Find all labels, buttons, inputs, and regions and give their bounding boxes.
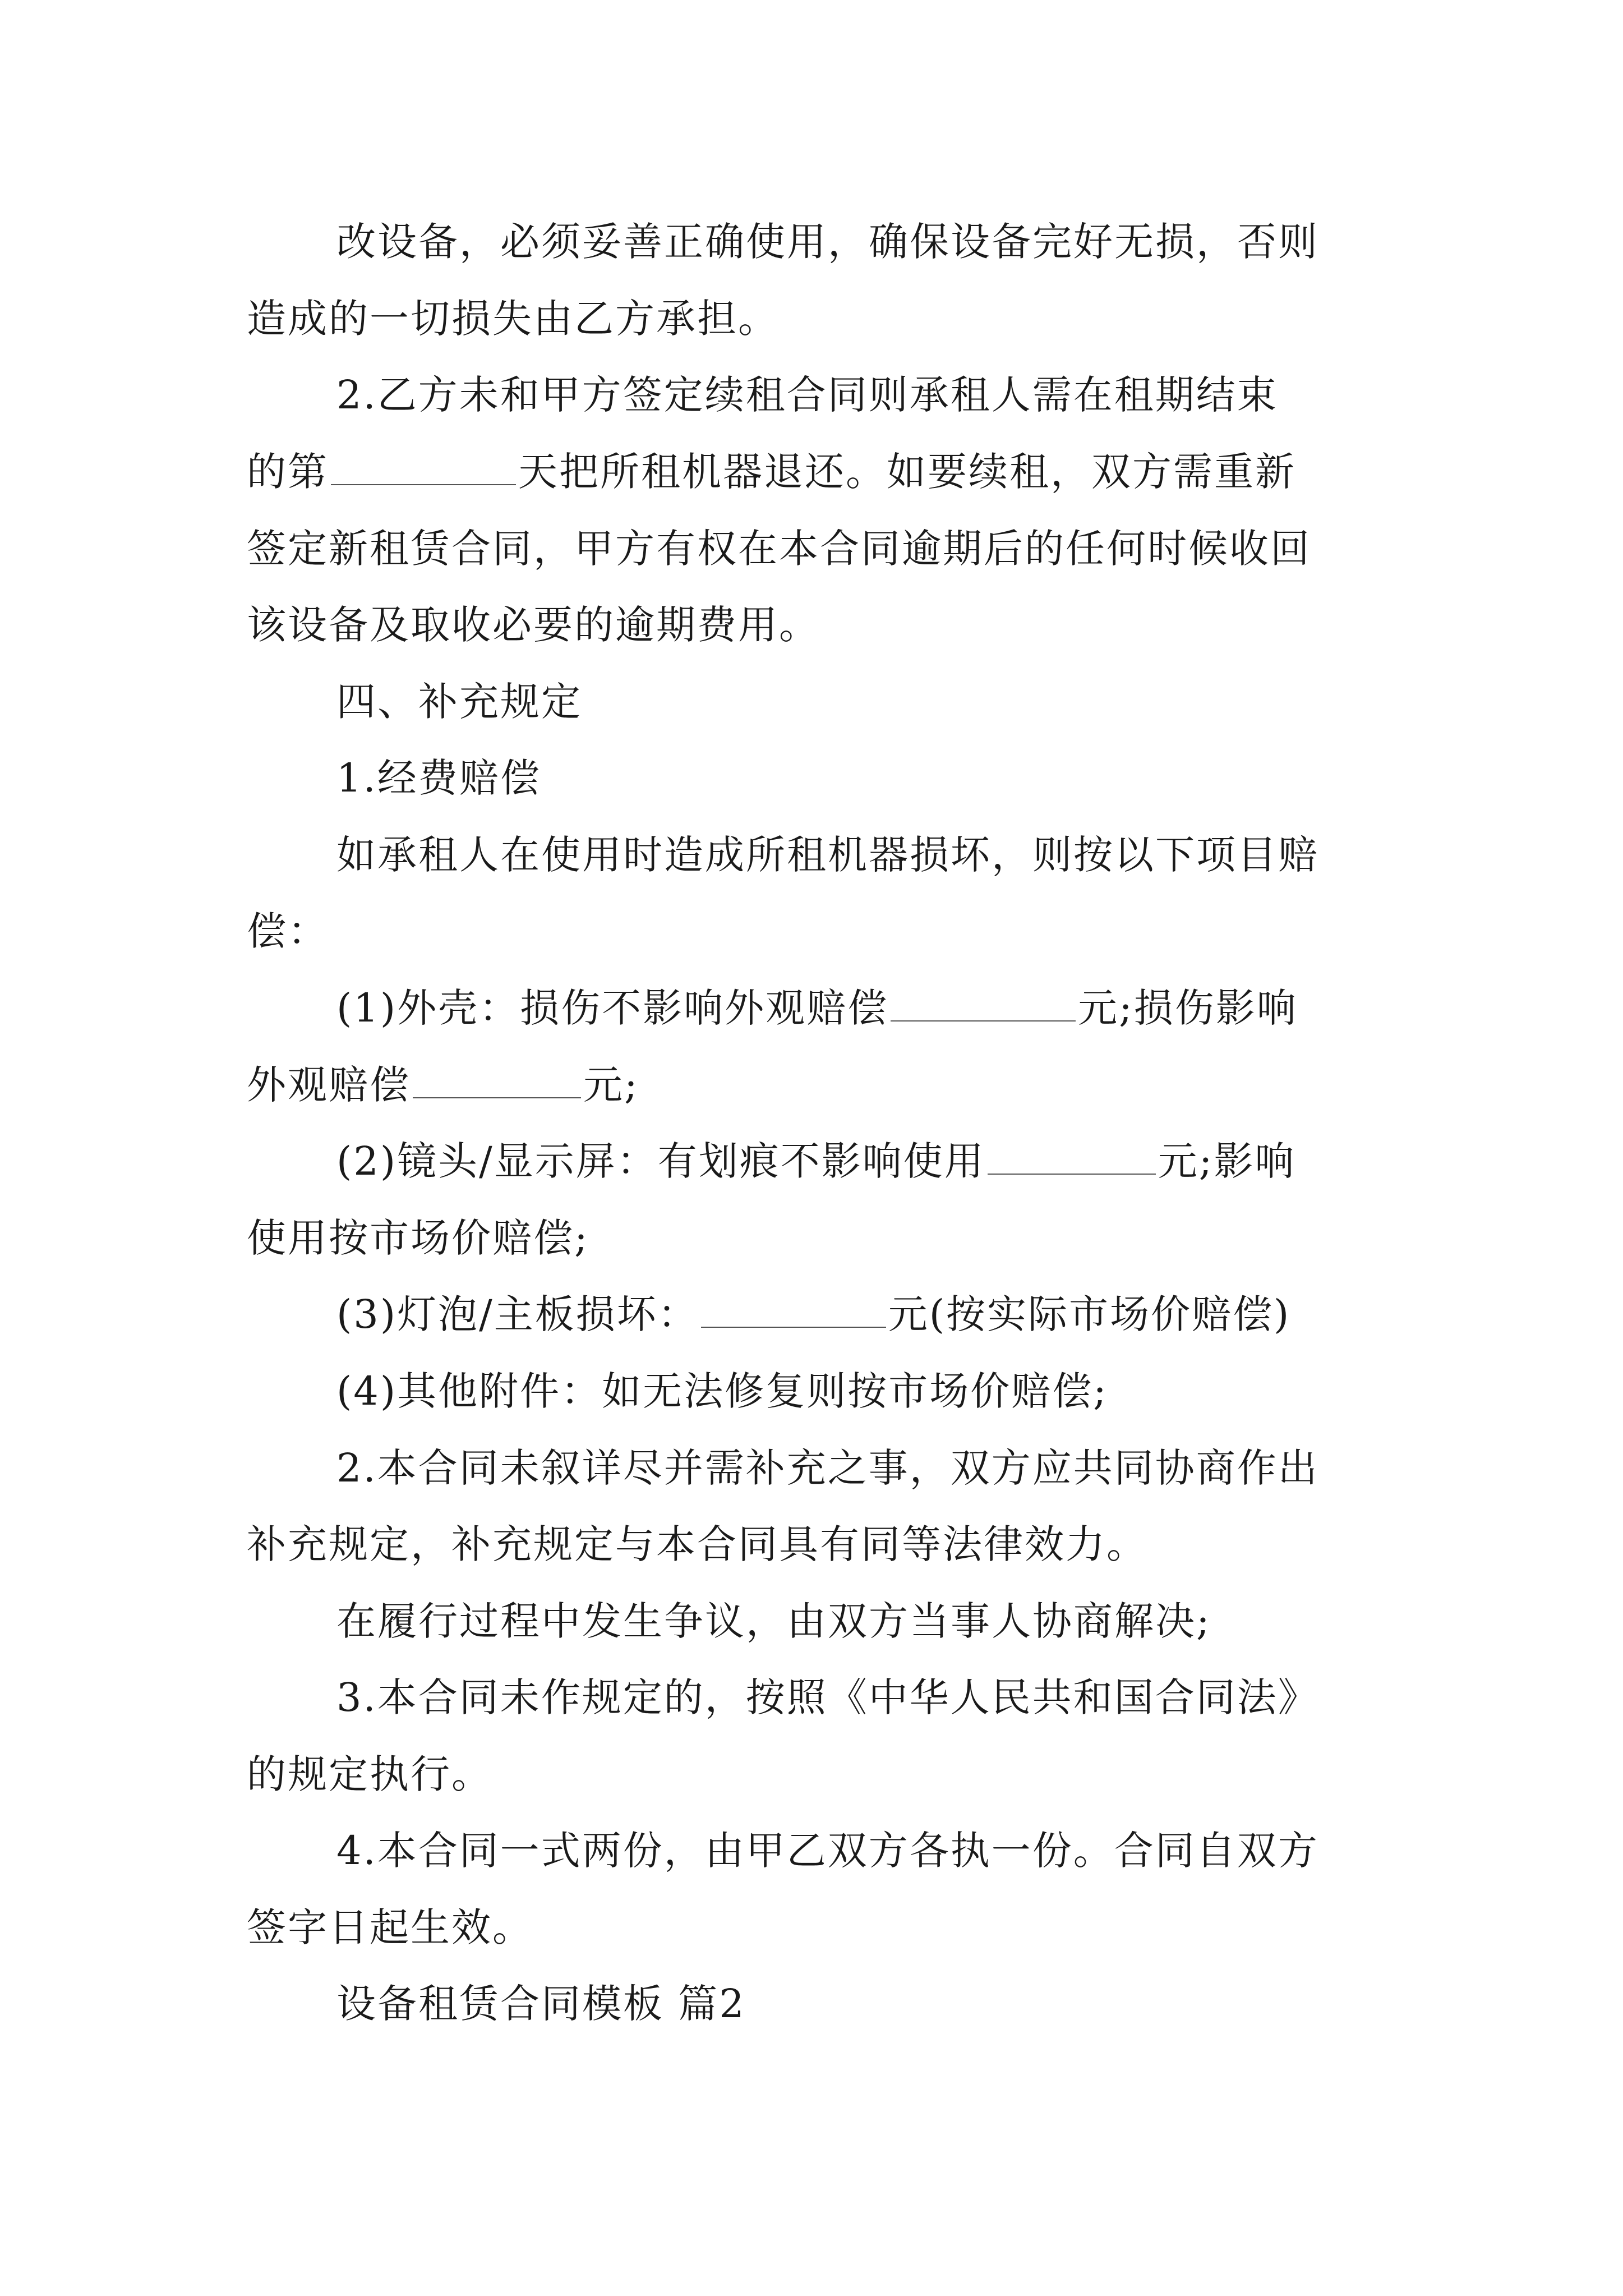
- line-text: 造成的一切损失由乙方承担。: [247, 296, 779, 342]
- line-text: 元;: [583, 1062, 639, 1108]
- paragraph-line: [336, 214, 1319, 270]
- paragraph-line: [247, 1057, 639, 1113]
- line-text: (1)外壳：损伤不影响外观赔偿: [336, 985, 889, 1031]
- title-text: 设备租赁合同模板 篇2: [336, 1981, 746, 2027]
- paragraph-line: [336, 1363, 1108, 1419]
- line-text: 元(按实际市场价赔偿): [888, 1291, 1291, 1337]
- line-text: 3.本合同未作规定的，按照《中华人民共和国合同法》: [336, 1674, 1319, 1720]
- fill-blank-days[interactable]: [331, 449, 516, 485]
- fill-blank-amount[interactable]: [413, 1062, 581, 1098]
- line-text: 的规定执行。: [247, 1751, 492, 1797]
- line-text: 4.本合同一式两份，由甲乙双方各执一份。合同自双方: [336, 1828, 1319, 1874]
- line-text: 改设备，必须妥善正确使用，确保设备完好无损，否则: [336, 219, 1319, 265]
- line-text: 使用按市场价赔偿;: [247, 1215, 589, 1261]
- line-text: 签字日起生效。: [247, 1904, 533, 1950]
- paragraph-line: [247, 1210, 589, 1266]
- line-text: 偿：: [247, 908, 329, 954]
- line-text: (3)灯泡/主板损坏：: [336, 1291, 699, 1337]
- line-text: 天把所租机器退还。如要续租，双方需重新: [518, 449, 1296, 495]
- paragraph-line: [336, 1133, 1295, 1189]
- heading-text: 四、补充规定: [336, 679, 582, 725]
- line-text: 签定新租赁合同，甲方有权在本合同逾期后的任何时候收回: [247, 526, 1311, 572]
- fill-blank-amount[interactable]: [701, 1292, 886, 1328]
- line-text: 2.乙方未和甲方签定续租合同则承租人需在租期结束: [336, 372, 1278, 418]
- paragraph-line: [247, 521, 1311, 577]
- paragraph-line: [336, 1286, 1290, 1342]
- line-text: (4)其他附件：如无法修复则按市场价赔偿;: [336, 1368, 1108, 1414]
- subsection-heading: [336, 750, 541, 806]
- line-text: 该设备及取收必要的逾期费用。: [247, 602, 820, 648]
- line-text: (2)镜头/显示屏：有划痕不影响使用: [336, 1138, 985, 1184]
- fill-blank-amount[interactable]: [988, 1139, 1156, 1175]
- paragraph-line: [336, 827, 1319, 883]
- paragraph-line: [336, 1823, 1319, 1879]
- paragraph-line: [247, 1746, 492, 1802]
- paragraph-line: [247, 597, 820, 653]
- section-title: [336, 1976, 746, 2032]
- fill-blank-amount[interactable]: [891, 986, 1076, 1022]
- paragraph-line: [336, 1593, 1211, 1649]
- paragraph-line: [247, 291, 779, 347]
- line-text: 外观赔偿: [247, 1062, 411, 1108]
- section-heading: [336, 674, 582, 730]
- paragraph-line: [336, 1440, 1319, 1496]
- paragraph-line: [247, 903, 329, 959]
- line-text: 的第: [247, 449, 329, 495]
- line-text: 如承租人在使用时造成所租机器损坏，则按以下项目赔: [336, 832, 1319, 878]
- line-text: 2.本合同未叙详尽并需补充之事，双方应共同协商作出: [336, 1445, 1319, 1491]
- paragraph-line: [247, 444, 1296, 500]
- line-text: 元;损伤影响: [1078, 985, 1298, 1031]
- line-text: 补充规定，补充规定与本合同具有同等法律效力。: [247, 1521, 1147, 1567]
- paragraph-line: [336, 1669, 1319, 1726]
- paragraph-line: [336, 980, 1298, 1036]
- line-text: 元;影响: [1158, 1138, 1296, 1184]
- line-text: 在履行过程中发生争议，由双方当事人协商解决;: [336, 1598, 1211, 1644]
- paragraph-line: [336, 367, 1278, 423]
- paragraph-line: [247, 1899, 533, 1955]
- heading-text: 1.经费赔偿: [336, 755, 541, 801]
- paragraph-line: [247, 1516, 1147, 1572]
